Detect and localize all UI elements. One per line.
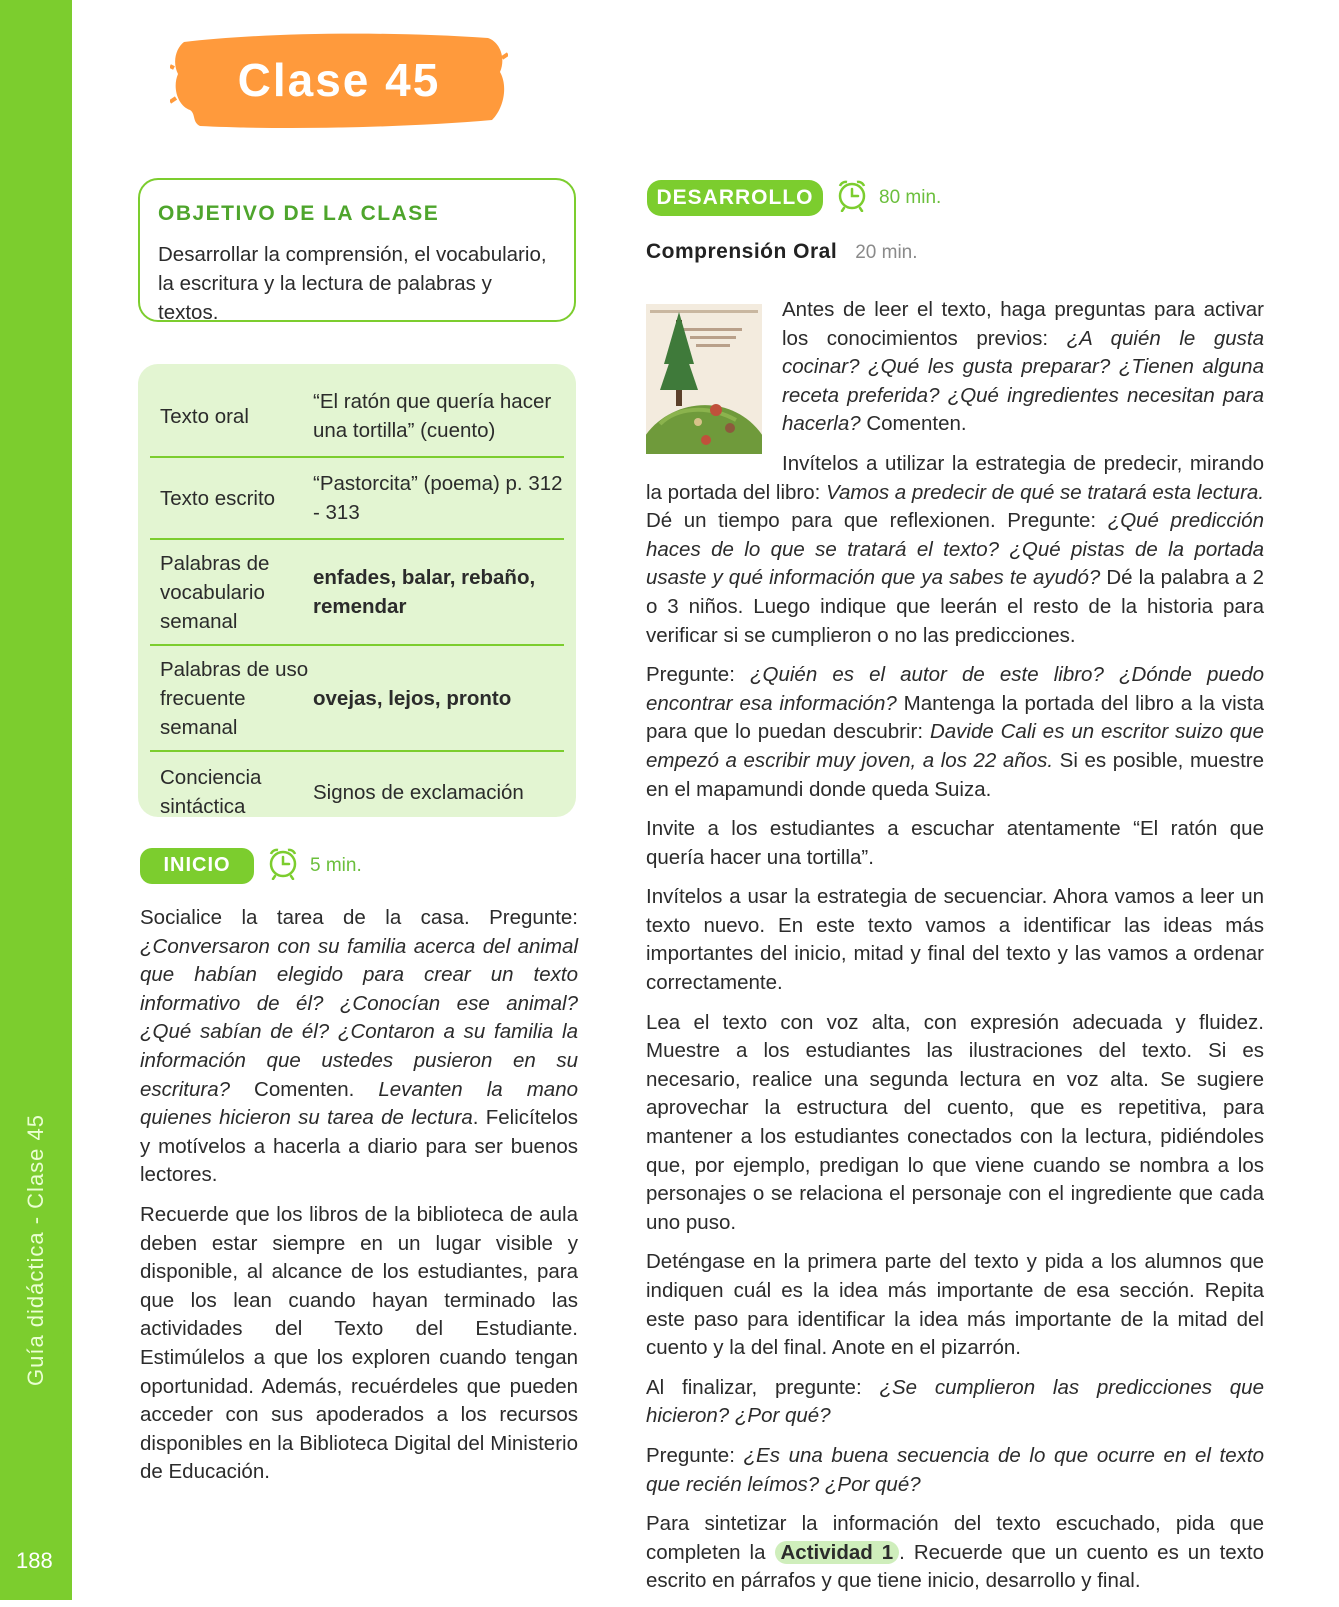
activity-link[interactable]: Actividad 1 <box>775 1541 900 1564</box>
desarrollo-paragraph-2 <box>646 450 1264 650</box>
desarrollo-header <box>647 178 941 217</box>
text-run: Dé la palabra a 2 o 3 niños. Luego indique que leerán el resto de la historia para verificar si se cumplieron o no las predicciones. <box>646 566 1264 647</box>
objective-heading: OBJETIVO DE LA CLASE <box>158 202 440 225</box>
page-number: 188 <box>16 1548 53 1573</box>
text-run: ¿Se cumplieron las predicciones que hicieron? ¿Por qué? <box>646 1375 1264 1428</box>
text-run: . Recuerde que un cuento es un texto escrito en párrafos y que tiene inicio, desarrollo y final. <box>646 1540 1265 1593</box>
text-run: Al finalizar, pregunte: <box>646 1375 880 1399</box>
text-run: Pregunte: <box>646 1443 744 1467</box>
side-bar <box>0 0 72 1600</box>
text-run: ¿Qué predicción haces de lo que se tratará el texto? ¿Qué pistas de la portada usaste y qué información que ya sabes te ayudó? <box>646 509 1264 590</box>
inicio-duration: 5 min. <box>310 854 362 876</box>
text-run: Vamos a predecir de qué se tratará esta lectura. <box>826 480 1265 504</box>
page-title: Clase 45 <box>237 54 441 106</box>
text-run: Comenten. <box>860 412 967 436</box>
title-banner <box>170 28 508 132</box>
inicio-paragraph-1 <box>140 904 578 1190</box>
text-run: ¿Conversaron con su familia acerca del animal que habían elegido para crear un texto informativo de él? ¿Conocían ese animal? ¿Qué sabían de él? ¿Contaron a su familia la información que ustedes pusieron en su escritura? <box>140 934 578 1101</box>
desarrollo-paragraph-5: Invítelos a usar la estrategia de secuenciar. Ahora vamos a leer un texto nuevo. En este texto vamos a identificar las ideas más importantes del inicio, mitad y final del texto y las vamos a ordenar correctamente. <box>646 885 1264 995</box>
row-label: Palabras de uso frecuente semanal <box>160 657 309 739</box>
row-value: “Pastorcita” (poema) p. 312 - 313 <box>313 472 563 524</box>
text-run: Si es posible, muestre en el mapamundi donde queda Suiza. <box>646 748 1265 801</box>
table-row <box>150 376 564 458</box>
row-label: Palabras de vocabulario semanal <box>160 551 270 633</box>
row-value: Signos de exclamación <box>313 780 524 804</box>
objective-text: Desarrollar la comprensión, el vocabulario, la escritura y la lectura de palabras y textos. <box>158 243 547 324</box>
alarm-clock-icon <box>266 846 300 885</box>
desarrollo-badge: DESARROLLO <box>647 180 823 216</box>
text-run: Para sintetizar la información del texto escuchado, pida que completen la <box>646 1512 1264 1564</box>
subsection-duration: 20 min. <box>855 242 918 263</box>
text-run: Comenten. <box>230 1077 379 1101</box>
row-label: Texto escrito <box>160 486 276 510</box>
text-run: . Felicítelos y motívelos a hacerla a diario para ser buenos lectores. <box>140 1106 578 1187</box>
objective-box <box>138 178 576 322</box>
alarm-clock-icon <box>835 178 869 217</box>
text-run: Levanten la mano quienes hicieron su tarea de lectura <box>140 1077 579 1130</box>
desarrollo-paragraph-3 <box>646 661 1264 804</box>
table-row <box>150 752 564 832</box>
text-run: ¿Es una buena secuencia de lo que ocurre en el texto que recién leímos? ¿Por qué? <box>646 1443 1264 1496</box>
info-table <box>138 364 576 817</box>
subsection-title: Comprensión Oral <box>646 240 838 263</box>
row-value: ovejas, lejos, pronto <box>313 686 512 710</box>
inicio-header <box>140 846 362 885</box>
desarrollo-paragraph-6: Lea el texto con voz alta, con expresión adecuada y fluidez. Muestre a los estudiantes las ilustraciones del texto. Si es necesario, realice una segunda lectura en voz alta. Se sugiere aprovechar la estructura del cuento, que es repetitiva, para mantener a los estudiantes conectados con la lectura, pidiéndoles que, por ejemplo, predigan lo que viene cuando se nombra a los personajes o se relaciona el personaje con el ingrediente que cada uno puso. <box>646 1010 1264 1234</box>
inicio-text <box>140 904 578 1498</box>
row-label: Texto oral <box>160 404 249 428</box>
desarrollo-duration: 80 min. <box>879 186 942 208</box>
text-run: ¿A quién le gusta cocinar? ¿Qué les gusta preparar? ¿Tienen alguna receta preferida? ¿Qué ingredientes necesitan para hacerla? <box>782 326 1264 436</box>
desarrollo-paragraph-7: Deténgase en la primera parte del texto y pida a los alumnos que indiquen cuál es la idea más importante de esa sección. Repita este paso para identificar la idea más importante de la mitad del cuento y la del final. Anote en el pizarrón. <box>646 1250 1264 1360</box>
subsection-header <box>646 240 918 264</box>
text-run: Antes de leer el texto, haga preguntas para activar los conocimientos previos: <box>782 298 1264 350</box>
row-label: Conciencia sintáctica <box>160 766 262 818</box>
text-run: Mantenga la portada del libro a la vista para que lo puedan descubrir: <box>646 691 1264 744</box>
text-run: Pregunte: <box>646 663 750 687</box>
table-row <box>150 458 564 540</box>
text-run: ¿Quién es el autor de este libro? ¿Dónde puedo encontrar esa información? <box>646 663 1264 715</box>
row-value: “El ratón que quería hacer una tortilla” (cuento) <box>313 390 552 442</box>
table-row <box>150 646 564 752</box>
desarrollo-text <box>646 296 1264 1607</box>
desarrollo-paragraph-10 <box>646 1510 1264 1596</box>
text-run: Davide Cali es un escritor suizo que empezó a escribir muy joven, a los 22 años. <box>646 720 1264 772</box>
desarrollo-paragraph-9 <box>646 1442 1264 1499</box>
desarrollo-paragraph-8 <box>646 1374 1264 1431</box>
text-run: Dé un tiempo para que reflexionen. Pregunte: <box>646 509 1108 533</box>
book-cover-image <box>646 304 762 454</box>
table-row <box>150 540 564 646</box>
text-run: Invítelos a utilizar la estrategia de predecir, mirando la portada del libro: <box>646 451 1264 504</box>
inicio-paragraph-2: Recuerde que los libros de la biblioteca de aula deben estar siempre en un lugar visible y disponible, al alcance de los estudiantes, para que los lean cuando hayan terminado las actividades del Texto del Estudiante. Estimúlelos a que los exploren cuando tengan oportunidad. Además, recuérdeles que pueden acceder con sus apoderados a los recursos disponibles en la Biblioteca Digital del Ministerio de Educación. <box>140 1202 578 1484</box>
side-label: Guía didáctica - Clase 45 <box>23 1113 48 1387</box>
inicio-badge: INICIO <box>140 848 254 884</box>
text-run: Socialice la tarea de la casa. Pregunte: <box>140 906 578 929</box>
desarrollo-paragraph-4: Invite a los estudiantes a escuchar atentamente “El ratón que quería hacer una tortilla”. <box>646 817 1264 869</box>
row-value: enfades, balar, rebaño, remendar <box>313 566 536 618</box>
